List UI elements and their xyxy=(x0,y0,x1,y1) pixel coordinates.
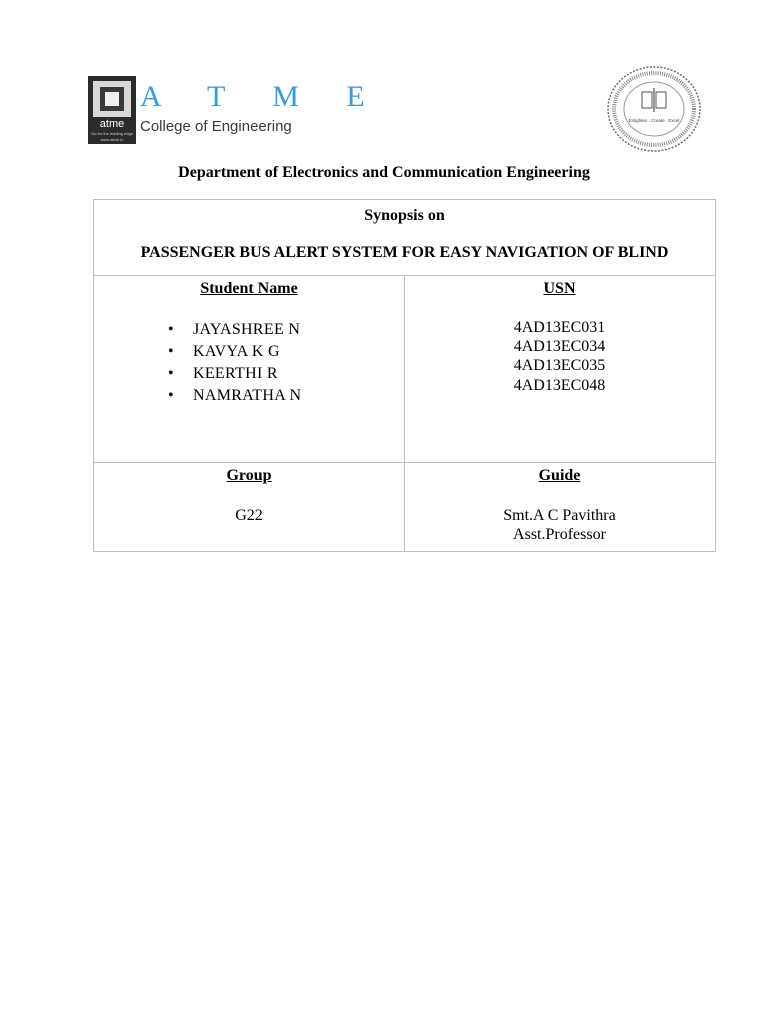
student-names-cell xyxy=(93,275,405,463)
usn-value: 4AD13EC031 xyxy=(513,319,606,336)
list-item: • JAYASHREE N xyxy=(168,319,301,341)
usn-cell xyxy=(404,275,716,463)
emblem-tagline: Go for the leading edge xyxy=(91,131,133,136)
guide-name: Smt.A C Pavithra xyxy=(503,507,616,524)
emblem-url: www.atme.in xyxy=(100,137,124,142)
list-item: • KAVYA K G xyxy=(168,341,301,363)
list-item: • KEERTHI R xyxy=(168,363,301,385)
department-title: Department of Electronics and Communication Engineering xyxy=(178,164,590,181)
college-logo xyxy=(88,76,385,146)
project-title: PASSENGER BUS ALERT SYSTEM FOR EASY NAVIGATION OF BLIND xyxy=(140,244,669,261)
seal-motto: Enlighten . Create . Excel xyxy=(628,118,680,123)
brand-name: A T M E xyxy=(140,80,385,113)
synopsis-cell xyxy=(93,199,716,276)
synopsis-heading: Synopsis on xyxy=(364,207,445,224)
emblem-text: atme xyxy=(99,118,125,130)
list-item: • NAMRATHA N xyxy=(168,385,301,407)
guide-header: Guide xyxy=(538,467,581,484)
usn-value: 4AD13EC048 xyxy=(513,377,606,394)
group-cell xyxy=(93,462,405,552)
student-list xyxy=(168,319,301,407)
brand-subtitle: College of Engineering xyxy=(140,118,292,135)
group-header: Group xyxy=(226,467,272,484)
college-seal-icon xyxy=(604,64,704,154)
guide-designation: Asst.Professor xyxy=(513,526,606,543)
atme-emblem xyxy=(88,76,136,144)
usn-value: 4AD13EC034 xyxy=(513,338,606,355)
usn-value: 4AD13EC035 xyxy=(513,357,606,374)
student-name-header: Student Name xyxy=(200,280,298,297)
synopsis-table xyxy=(93,199,716,552)
guide-cell xyxy=(404,462,716,552)
usn-header: USN xyxy=(543,280,576,297)
group-value: G22 xyxy=(235,507,263,524)
